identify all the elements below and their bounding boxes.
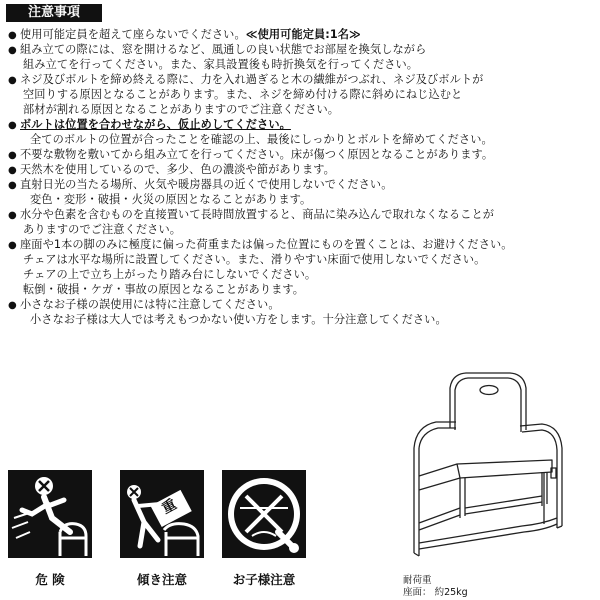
- section-title: 注意事項: [28, 5, 81, 20]
- caution-line: [8, 57, 596, 72]
- caution-text: 小さなお子様の誤使用には特に注意してください。: [20, 298, 280, 311]
- bullet-mark: ●: [8, 75, 17, 86]
- caution-line: [8, 42, 596, 57]
- caution-line: [8, 102, 596, 117]
- child-caution-label: お子様注意: [232, 572, 296, 587]
- caution-line: [8, 162, 596, 177]
- caution-line: [8, 147, 596, 162]
- capacity-note: ≪使用可能定員:1名≫: [245, 28, 361, 41]
- load-capacity-spec: [403, 575, 468, 599]
- falling-person-icon: [8, 470, 92, 558]
- caution-text: 部材が割れる原因となることがありますのでご注意ください。: [23, 103, 340, 116]
- caution-line: [8, 87, 596, 102]
- caution-text: 全てのボルトの位置が合ったことを確認の上、最後にしっかりとボルトを締めてください。: [30, 133, 493, 146]
- caution-text: 変色・変形・破損・火災の原因となることがあります。: [30, 193, 312, 206]
- caution-line: [8, 267, 596, 282]
- caution-line: [8, 177, 596, 192]
- caution-text: 直射日光の当たる場所、火気や暖房器具の近くで使用しないでください。: [20, 178, 393, 191]
- caution-text: チェアの上で立ち上がったり踏み台にしないでください。: [23, 268, 317, 281]
- caution-text: 座面や1本の脚のみに極度に偏った荷重または偏った位置にものを置くことは、お避けください。: [20, 238, 513, 251]
- danger-label: 危 険: [35, 572, 65, 587]
- tilt-caution-icon-tile: [120, 470, 204, 558]
- caution-text: 天然木を使用しているので、多少、色の濃淡や節があります。: [20, 163, 335, 176]
- caution-line: [8, 297, 596, 312]
- caution-line: [8, 282, 596, 297]
- bullet-mark: ●: [8, 120, 17, 131]
- load-capacity-row: 座面： 約25kg: [403, 587, 468, 598]
- load-capacity-part: 座面: [403, 587, 423, 598]
- tilting-chair-icon: [120, 470, 204, 558]
- bullet-mark: ●: [8, 45, 17, 56]
- caution-line: [8, 312, 596, 327]
- caution-line: [8, 252, 596, 267]
- chair-illustration: [402, 368, 572, 568]
- caution-text: 使用可能定員を超えて座らないでください。: [20, 28, 246, 41]
- bullet-mark: ●: [8, 30, 17, 41]
- child-caution-icon-tile: [222, 470, 306, 558]
- caution-line: [8, 72, 596, 87]
- bullet-mark: ●: [8, 210, 17, 221]
- heavy-load-badge: 重: [159, 496, 180, 518]
- caution-line: [8, 207, 596, 222]
- bullet-mark: ●: [8, 180, 17, 191]
- caution-text: 空回りする原因となることがあります。また、ネジを締め付ける際に斜めにねじ込むと: [23, 88, 463, 101]
- caution-line: [8, 27, 596, 42]
- caution-list: [8, 27, 596, 327]
- bullet-mark: ●: [8, 150, 17, 161]
- caution-text: 水分や色素を含むものを直接置いて長時間放置すると、商品に染み込んで取れなくなることが: [20, 208, 495, 221]
- caution-line: [8, 132, 596, 147]
- caution-text: 転倒・破損・ケガ・事故の原因となることがあります。: [23, 283, 305, 296]
- caution-text: ありますのでご注意ください。: [23, 223, 182, 236]
- load-capacity-value: 約25kg: [434, 587, 468, 598]
- caution-text: 組み立ての際には、窓を開けるなど、風通しの良い状態でお部屋を換気しながら: [20, 43, 427, 56]
- caution-text: チェアは水平な場所に設置してください。また、滑りやすい床面で使用しないでください。: [23, 253, 486, 266]
- caution-line: [8, 222, 596, 237]
- bullet-mark: ●: [8, 165, 17, 176]
- section-header: [6, 4, 102, 22]
- caution-line: [8, 117, 596, 132]
- child-face-icon: [222, 470, 306, 558]
- tilt-caution-label: 傾き注意: [136, 572, 187, 587]
- caution-text: 組み立てを行ってください。また、家具設置後も時折換気を行ってください。: [23, 58, 419, 71]
- caution-text: 不要な敷物を敷いてから組み立てを行ってください。床が傷つく原因となることがあります。: [20, 148, 494, 161]
- danger-icon-tile: [8, 470, 92, 558]
- caution-line: [8, 237, 596, 252]
- caution-text: ボルトは位置を合わせながら、仮止めしてください。: [20, 118, 291, 131]
- caution-text: 小さなお子様は大人では考えもつかない使い方をします。十分注意してください。: [30, 313, 447, 326]
- caution-line: [8, 192, 596, 207]
- bullet-mark: ●: [8, 300, 17, 311]
- load-capacity-title: 耐荷重: [403, 575, 432, 586]
- caution-text: ネジ及びボルトを締め終える際に、力を入れ過ぎると木の繊維がつぶれ、ネジ及びボルトが: [20, 73, 484, 86]
- bullet-mark: ●: [8, 240, 17, 251]
